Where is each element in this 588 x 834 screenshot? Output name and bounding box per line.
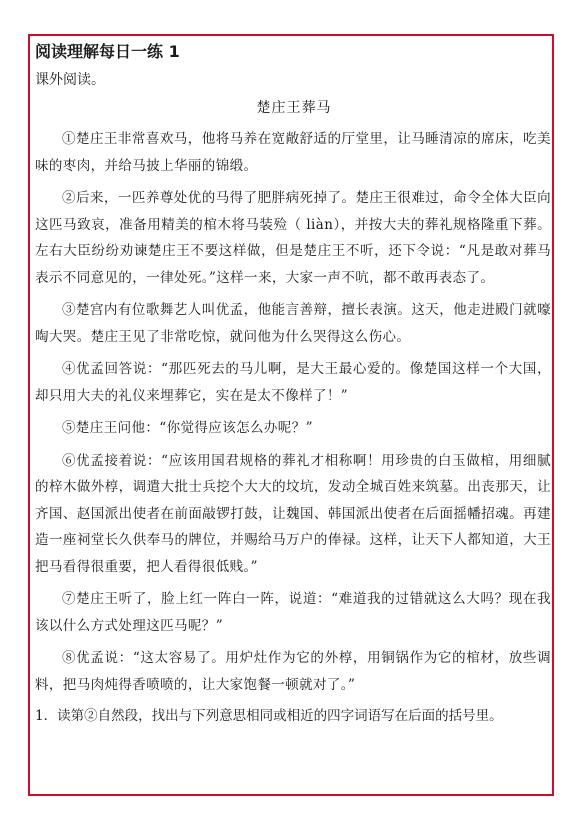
paragraph-3: ③楚宫内有位歌舞艺人叫优孟，他能言善辩，擅长表演。这天，他走进殿门就嚎啕大哭。楚庄王见了非常吃惊，就问他为什么哭得这么伤心。 <box>35 302 551 345</box>
paragraph-8: ⑧优孟说：“这太容易了。用炉灶作为它的外椁，用铜锅作为它的棺材，放些调料，把马肉炖得香喷喷的，让大家饱餐一顿就对了。” <box>35 650 551 693</box>
instruction-text: 课外阅读。 <box>35 72 105 88</box>
worksheet-title: 阅读理解每日一练 1 <box>35 42 180 61</box>
question-1: 1．读第②自然段，找出与下列意思相同或相近的四字词语写在后面的括号里。 <box>35 708 503 724</box>
paragraph-2: ②后来，一匹养尊处优的马得了肥胖病死掉了。楚庄王很难过，命令全体大臣向这匹马致哀，准备用精美的棺木将马装殓（ liàn），并按大夫的葬礼规格隆重下葬。左右大臣纷纷劝谏楚庄王不要这样做，但是楚庄王不听，还下令说：“凡是敢对葬马表示不同意见的，一律处死。”这样一来，大家一声不吭，都不敢再表态了。 <box>35 190 551 286</box>
paragraph-1: ①楚庄王非常喜欢马，他将马养在宽敞舒适的厅堂里，让马睡清凉的席床，吃美味的枣肉，并给马披上华丽的锦缎。 <box>35 131 551 174</box>
worksheet-content <box>35 36 553 728</box>
paragraph-4: ④优孟回答说：“那匹死去的马儿啊，是大王最心爱的。像楚国这样一个大国，却只用大夫的礼仪来埋葬它，实在是太不像样了！” <box>35 361 551 404</box>
paragraph-5: ⑤楚庄王问他：“你觉得应该怎么办呢？” <box>62 420 313 436</box>
paragraph-6: ⑥优孟接着说：“应该用国君规格的葬礼才相称啊！用珍贵的白玉做棺，用细腻的梓木做外椁，调遣大批士兵挖个大大的坟坑，发动全城百姓来筑墓。出丧那天，让齐国、赵国派出使者在前面敲锣打鼓，让魏国、韩国派出使者在后面摇幡招魂。再建造一座祠堂长久供奉马的牌位，并赐给马万户的俸禄。这样，让天下人都知道，大王把马看得很重要，把人看得很低贱。” <box>35 452 551 575</box>
passage-title: 楚庄王葬马 <box>256 100 332 116</box>
paragraph-7: ⑦楚庄王听了，脸上红一阵白一阵，说道：“难道我的过错就这么大吗？现在我该以什么方式处理这匹马呢？” <box>35 591 551 634</box>
